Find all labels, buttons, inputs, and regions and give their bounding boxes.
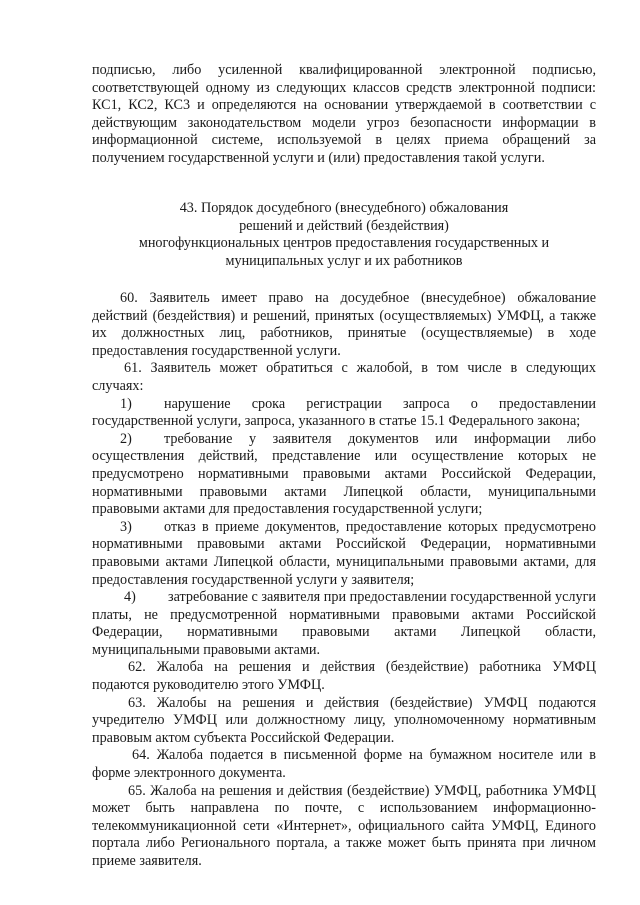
list-item-text: затребование с заявителя при предоставлении государственной услуги платы, не предусмотренной нормативными правовыми актами Российской Федерации, нормативными правовыми актами Липецкой области, муниципальными правовыми актами.	[92, 589, 596, 658]
list-item-number: 1)	[120, 395, 132, 412]
list-item-number: 4)	[124, 589, 136, 606]
intro-paragraph: подписью, либо усиленной квалифицированной электронной подписью, соответствующей одному из следующих классов средств электронной подписи: КС1, КС2, КС3 и определяются на основании утверждаемой в соответствии с действующим законодательством модели угроз безопасности информации в информационной системе, используемой в целях приема обращений за получением государственной услуги и (или) предоставления такой услуги.	[92, 62, 596, 166]
paragraph-62: 62. Жалоба на решения и действия (бездействие) работника УМФЦ подаются руководителю этого УМФЦ.	[92, 659, 596, 694]
paragraph-61: 61. Заявитель может обратиться с жалобой, в том числе в следующих случаях:	[92, 360, 596, 394]
paragraph-60: 60. Заявитель имеет право на досудебное (внесудебное) обжалование действий (бездействия) и решений, принятых (осуществляемых) УМФЦ, а также их должностных лиц, работников, принятые (осуществляемые) в ходе предоставления государственной услуги.	[92, 290, 596, 359]
section-heading	[92, 200, 596, 270]
list-item-text: требование у заявителя документов или информации либо осуществления действий, представление или осуществление которых не предусмотрено нормативными правовыми актами Российской Федерации, нормативными правовыми актами Липецкой области, муниципальными правовыми актами для предоставления государственной услуги;	[92, 430, 596, 518]
list-item-2	[92, 431, 596, 519]
section-heading-line-4: муниципальных услуг и их работников	[225, 252, 463, 269]
paragraph-65: 65. Жалоба на решения и действия (бездействие) УМФЦ, работника УМФЦ может быть направлена по почте, с использованием информационно-телекоммуникационной сети «Интернет», официального сайта УМФЦ, Единого портала либо Регионального портала, а также может быть принята при личном приеме заявителя.	[92, 782, 596, 869]
list-item-1	[92, 396, 596, 431]
section-body	[92, 290, 596, 871]
paragraph-64: 64. Жалоба подается в письменной форме на бумажном носителе или в форме электронного документа.	[92, 747, 596, 782]
section-heading-line-2: решений и действий (бездействия)	[239, 217, 449, 234]
list-item-text: нарушение срока регистрации запроса о предоставлении государственной услуги, запроса, указанного в статье 15.1 Федерального закона;	[92, 395, 596, 430]
section-heading-line-3: многофункциональных центров предоставления государственных и	[138, 235, 550, 252]
paragraph-63: 63. Жалобы на решения и действия (бездействие) УМФЦ подаются учредителю УМФЦ или должностному лицу, уполномоченному нормативным правовым актом субъекта Российской Федерации.	[92, 694, 596, 746]
intro-section	[92, 62, 596, 168]
section-heading-line-1: 43. Порядок досудебного (внесудебного) обжалования	[179, 200, 509, 216]
list-item-4	[92, 589, 596, 659]
list-item-number: 3)	[120, 518, 132, 535]
list-item-3	[92, 519, 596, 589]
list-item-text: отказ в приеме документов, предоставление которых предусмотрено нормативными правовыми актами Российской Федерации, нормативными правовыми актами Липецкой области, муниципальными правовыми актами, для предоставления государственной услуги у заявителя;	[92, 518, 596, 588]
list-item-number: 2)	[120, 430, 132, 447]
